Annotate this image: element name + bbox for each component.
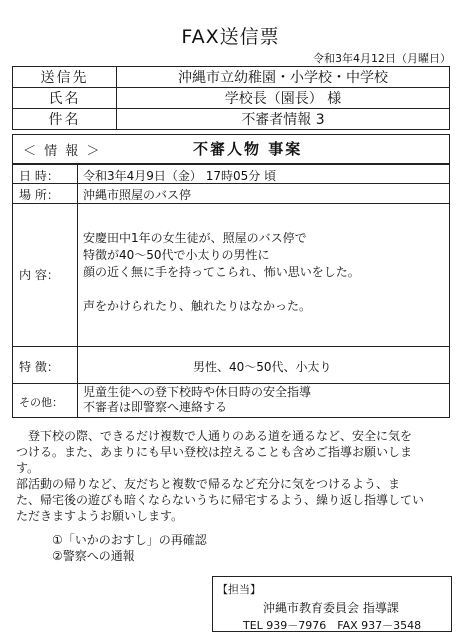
- notice-line: 登下校の際、できるだけ複数で人通りのある道を通るなど、安全に気を: [16, 429, 413, 443]
- info-banner: [12, 134, 450, 164]
- content-line: 特徴が40～50代で小太りの男性に: [83, 248, 270, 262]
- name-row: [13, 88, 450, 109]
- notice-list: [52, 532, 207, 564]
- subject-label: 件名: [13, 109, 117, 130]
- place-value: 沖縄市照屋のバス停: [83, 188, 192, 202]
- recipient-row: [13, 67, 450, 88]
- subject-row: [13, 109, 450, 130]
- feature-label: 特 徴：: [19, 360, 59, 374]
- content-row: [13, 204, 449, 347]
- other-label: その他：: [19, 396, 63, 409]
- details-box: [12, 164, 450, 418]
- content-line: 安慶田中1年の女生徒が、照屋のバス停で: [83, 231, 307, 245]
- contact-phone: TEL 939－7976 FAX 937－3548: [243, 619, 422, 632]
- name-label: 氏名: [13, 88, 117, 109]
- datetime-row: [13, 165, 449, 184]
- notice-line: ただきますようお願いします。: [16, 509, 184, 523]
- subject-value: 不審者情報 3: [117, 109, 450, 130]
- datetime-value: 令和3年4月9日（金） 17時05分 頃: [83, 169, 277, 183]
- place-label: 場 所：: [19, 188, 59, 202]
- document-title: FAX送信票: [181, 26, 280, 48]
- notice-line: つける。また、あまりにも早い登校は控えることも含めご指導お願いしま: [16, 445, 413, 459]
- feature-row: [13, 347, 449, 384]
- content-label: 内 容：: [19, 268, 59, 282]
- datetime-label: 日 時：: [19, 169, 59, 183]
- notice-line: た、帰宅後の遊びも暗くならないうちに帰宅するよう、繰り返し指導してい: [16, 493, 425, 507]
- notice-line: す。: [16, 461, 40, 475]
- info-label: ＜ 情 報 ＞: [23, 144, 102, 159]
- contact-dept: 沖縄市教育委員会 指導課: [263, 601, 399, 615]
- header-table: [12, 66, 450, 130]
- other-line: 児童生徒への登下校時や休日時の安全指導: [83, 385, 312, 399]
- recipient-label: 送信先: [13, 67, 117, 88]
- other-line: 不審者は即警察へ連絡する: [83, 400, 228, 414]
- place-row: [13, 184, 449, 204]
- other-text: [83, 385, 311, 415]
- notice-item: ②警察への通報: [52, 549, 135, 563]
- info-title: 不審人物 事案: [193, 140, 303, 158]
- content-line: 声をかけられたり、触れたりはなかった。: [83, 299, 312, 313]
- notice-item: ①「いかのおすし」の再確認: [52, 533, 207, 547]
- contact-label: 【担当】: [217, 583, 261, 596]
- other-row: [13, 384, 449, 417]
- contact-box: [212, 576, 452, 632]
- content-text: [83, 230, 360, 315]
- document-date: 令和3年4月12日（月曜日）: [313, 52, 451, 65]
- recipient-value: 沖縄市立幼稚園・小学校・中学校: [117, 67, 450, 88]
- notice-paragraph: [16, 428, 446, 524]
- name-value: 学校長（園長） 様: [117, 88, 450, 109]
- feature-value: 男性、40～50代、小太り: [193, 360, 332, 374]
- content-line: 顔の近く無に手を持ってこられ、怖い思いをした。: [83, 265, 360, 279]
- notice-line: 部活動の帰りなど、友だちと複数で帰るなど充分に気をつけるよう、ま: [16, 477, 401, 491]
